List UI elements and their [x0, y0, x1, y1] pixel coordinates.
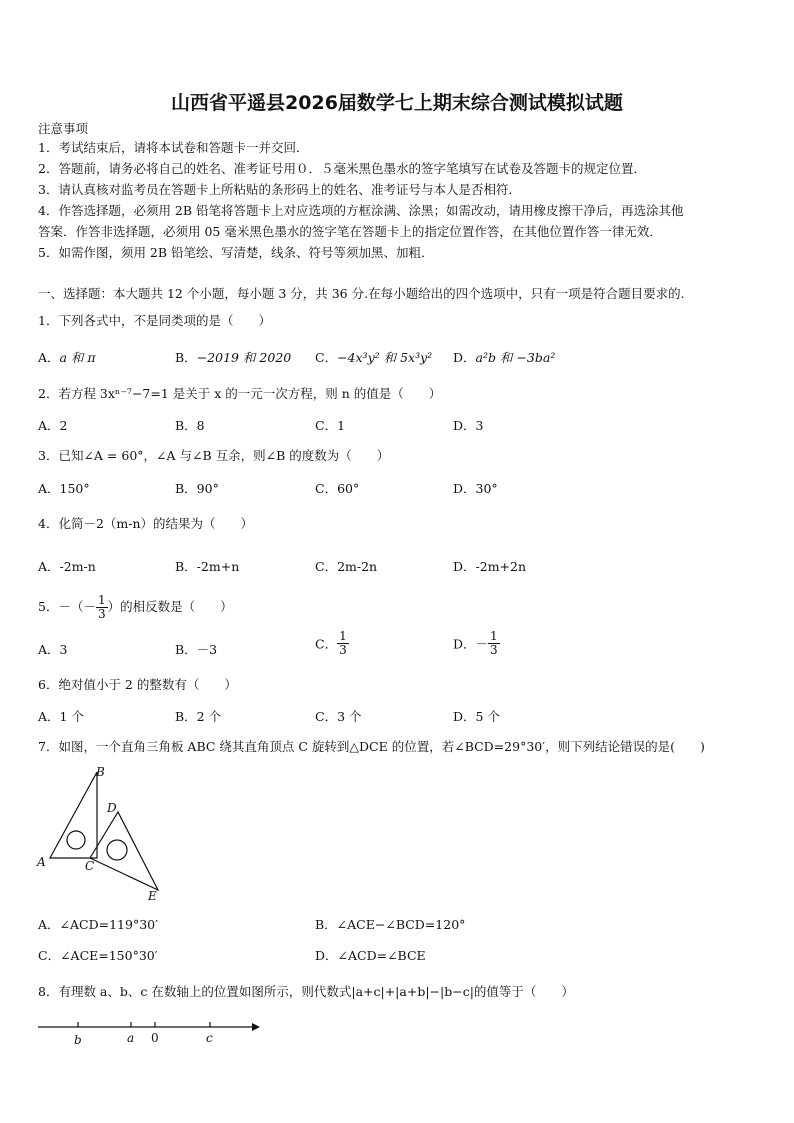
q1-option-a-expr: a 和 π [59, 350, 96, 365]
q7-option-b: B．∠ACE−∠BCD=120° [315, 917, 466, 932]
q5-option-d: D．－ $\frac{1}{3}$ [453, 629, 498, 657]
q2-option-a: A．2 [38, 418, 68, 433]
q2-stem: 2．若方程 3xⁿ⁻⁷−7=1 是关于 x 的一元一次方程，则 n 的值是（ ） [38, 386, 442, 401]
q3-stem: 3．已知∠A = 60°，∠A 与∠B 互余，则∠B 的度数为（ ） [38, 448, 390, 463]
q4-option-d: D．-2m+2n [453, 559, 527, 574]
section-heading: 一、选择题：本大题共 12 个小题，每小题 3 分，共 36 分.在每小题给出的四个选项中，只有一项是符合题目要求的. [38, 286, 685, 301]
q2-option-b: B．8 [175, 418, 205, 433]
notice-heading: 注意事项 [38, 121, 89, 136]
label-e: E [148, 889, 157, 903]
label-d: D [107, 801, 117, 815]
notice-item-5: 5．如需作图，须用 2B 铅笔绘、写清楚，线条、符号等须加黑、加粗． [38, 245, 434, 260]
q5-option-c: C． $\frac{1}{3}$ [315, 629, 347, 657]
number-line-arrow [252, 1023, 260, 1031]
q6-option-c: C．3 个 [315, 709, 362, 724]
label-a: A [37, 855, 46, 869]
notice-item-2: 2．答题前，请务必将自己的姓名、准考证号用０．５毫米黑色墨水的签字笔填写在试卷及答题卡的规定位置． [38, 161, 646, 176]
triangle-dce-hole [107, 840, 127, 860]
q1-option-b-expr: −2019 和 2020 [196, 350, 292, 365]
q5-stem-fraction: $\frac{1}{3}$ [97, 593, 106, 621]
q6-option-a: A．1 个 [38, 709, 84, 724]
label-c: C [85, 859, 95, 873]
q8-stem: 8．有理数 a、b、c 在数轴上的位置如图所示，则代数式|a+c|+|a+b|−|b−c|的值等于（ ） [38, 984, 574, 999]
q6-option-d: D．5 个 [453, 709, 500, 724]
q7-option-d: D．∠ACD=∠BCE [315, 948, 426, 963]
number-line-label-a: a [127, 1031, 135, 1045]
q5-stem: 5．－（－ $\frac{1}{3}$ ）的相反数是（ ） [38, 593, 233, 621]
label-b: B [96, 765, 105, 779]
q1-option-b: B．−2019 和 2020 [175, 350, 292, 365]
q7-triangle-figure [30, 760, 180, 910]
number-line-label-zero: 0 [151, 1031, 159, 1045]
q3-option-a: A．150° [38, 481, 90, 496]
q1-option-a: A．a 和 π [38, 350, 96, 365]
q3-option-c: C．60° [315, 481, 360, 496]
triangle-abc-hole [67, 831, 85, 849]
q1-option-d-expr: a²b 和 −3ba² [475, 350, 556, 365]
q5-option-c-fraction: $\frac{1}{3}$ [339, 629, 347, 657]
q6-stem: 6．绝对值小于 2 的整数有（ ） [38, 677, 237, 692]
q8-number-line [30, 1015, 270, 1055]
q6-option-b: B．2 个 [175, 709, 222, 724]
q4-stem: 4．化简－2（m-n）的结果为（ ） [38, 516, 254, 531]
q1-stem: 1．下列各式中，不是同类项的是（ ） [38, 313, 271, 328]
q5-option-b: B．－3 [175, 642, 218, 657]
q1-option-d: D．a²b 和 −3ba² [453, 350, 556, 365]
q2-option-d: D．3 [453, 418, 484, 433]
notice-item-1: 1．考试结束后，请将本试卷和答题卡一并交回． [38, 140, 309, 155]
q4-option-a: A．-2m-n [38, 559, 96, 574]
number-line-label-c: c [206, 1031, 213, 1045]
q5-option-a: A．3 [38, 642, 68, 657]
number-line-label-b: b [74, 1033, 82, 1047]
notice-item-4-cont: 答案．作答非选择题，必须用 05 毫米黑色墨水的签字笔在答题卡上的指定位置作答，在其他位置作答一律无效． [38, 224, 662, 239]
q7-stem: 7．如图，一个直角三角板 ABC 绕其直角顶点 C 旋转到△DCE 的位置，若∠BCD=29°30′，则下列结论错误的是( ) [38, 739, 705, 754]
triangle-dce [90, 812, 158, 890]
q7-option-c: C．∠ACE=150°30′ [38, 948, 158, 963]
q1-option-c-expr: −4x³y² 和 5x³y² [337, 350, 433, 365]
triangle-abc [50, 772, 97, 858]
q3-option-d: D．30° [453, 481, 498, 496]
q4-option-b: B．-2m+n [175, 559, 240, 574]
q5-option-d-fraction: $\frac{1}{3}$ [490, 629, 498, 657]
q1-option-c: C．−4x³y² 和 5x³y² [315, 350, 433, 365]
q7-option-a: A．∠ACD=119°30′ [38, 917, 158, 932]
q2-option-c: C．1 [315, 418, 346, 433]
notice-item-4: 4．作答选择题，必须用 2B 铅笔将答题卡上对应选项的方框涂满、涂黑；如需改动，请用橡皮擦干净后，再选涂其他 [38, 203, 684, 218]
page-title: 山西省平遥县2026届数学七上期末综合测试模拟试题 [171, 92, 623, 114]
q3-option-b: B．90° [175, 481, 219, 496]
q4-option-c: C．2m-2n [315, 559, 378, 574]
notice-item-3: 3．请认真核对监考员在答题卡上所粘贴的条形码上的姓名、准考证号与本人是否相符． [38, 182, 521, 197]
